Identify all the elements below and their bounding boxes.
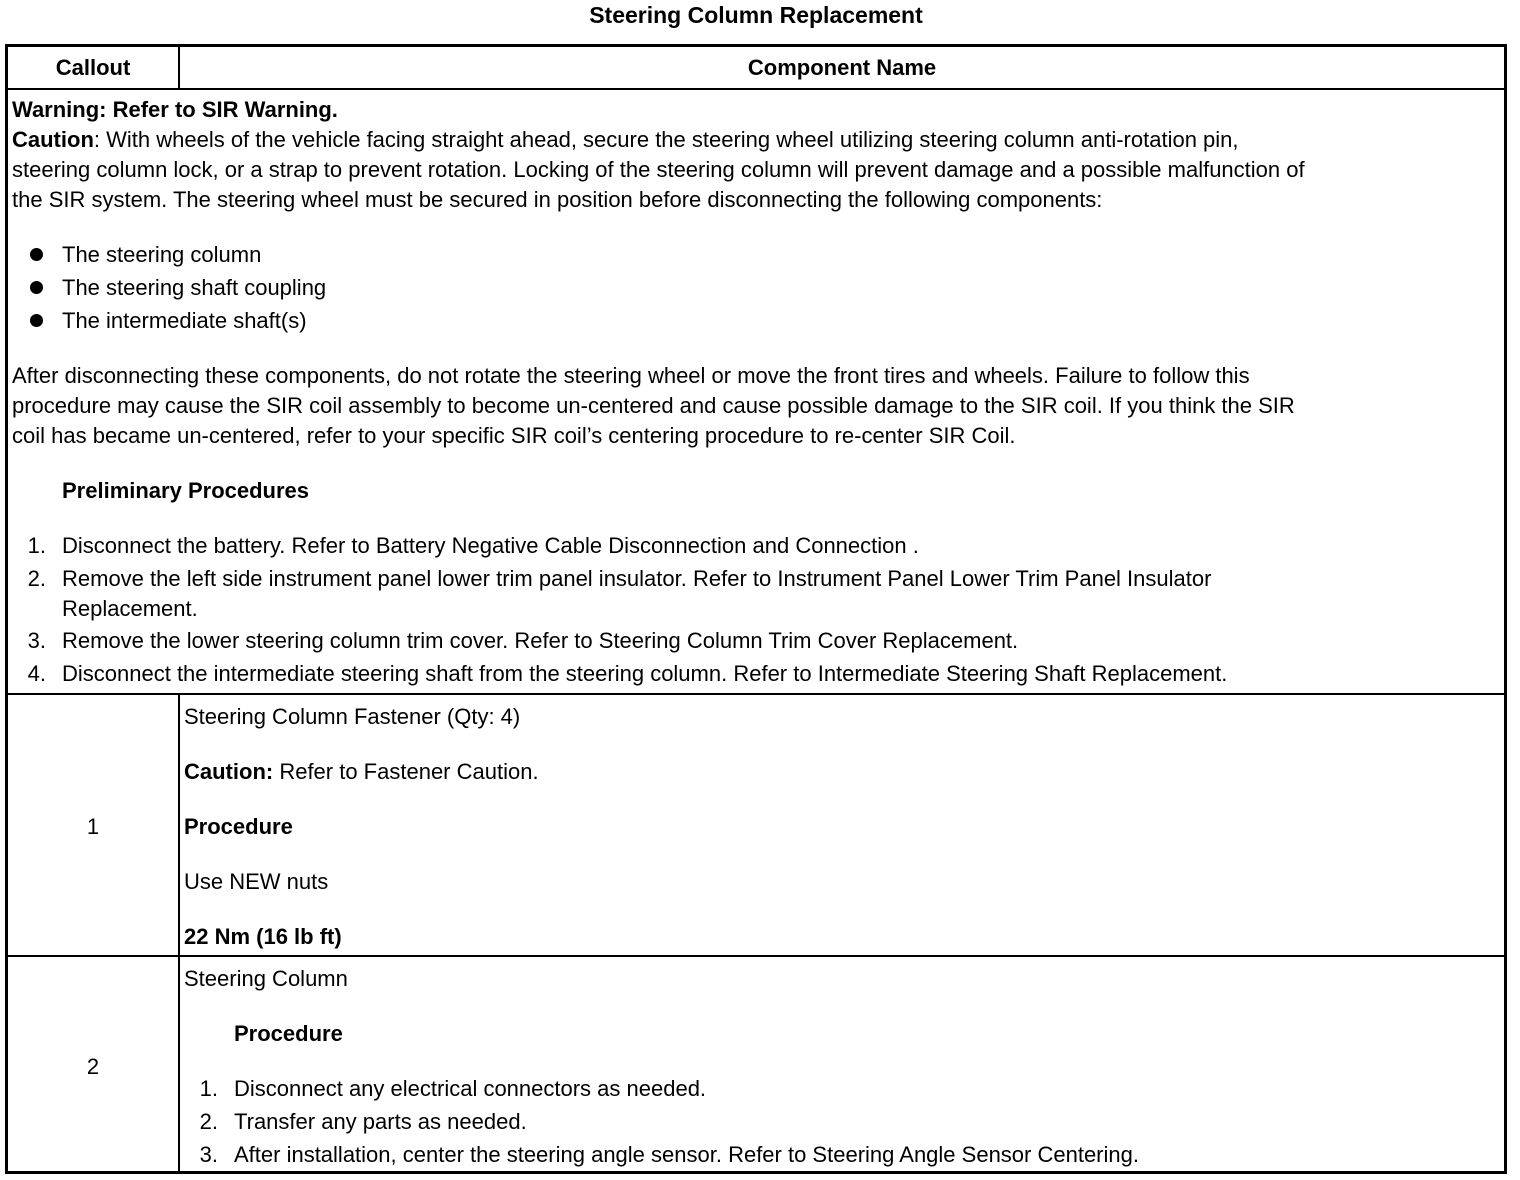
step-text: Transfer any parts as needed. — [234, 1109, 527, 1134]
sir-warning: Warning: Refer to SIR Warning. — [12, 97, 338, 122]
preliminary-heading: Preliminary Procedures — [62, 478, 310, 503]
component-name-1: Steering Column Fastener (Qty: 4) — [184, 704, 521, 729]
caution-line-1 — [12, 125, 1239, 155]
fastener-caution-text: Refer to Fastener Caution. — [273, 759, 539, 784]
page-title: Steering Column Replacement — [589, 2, 923, 28]
step-text: Disconnect the battery. Refer to Battery Negative Cable Disconnection and Connection . — [62, 533, 919, 558]
callout-2: 2 — [86, 1054, 100, 1079]
fastener-caution-label: Caution: — [184, 759, 274, 784]
step-number: 1. — [27, 533, 46, 558]
after-line-3: coil has became un-centered, refer to your specific SIR coil’s centering procedure to re-center SIR Coil. — [12, 423, 1016, 448]
caution-line-3: the SIR system. The steering wheel must be secured in position before disconnecting the following components: — [12, 187, 1103, 212]
header-component-name: Component Name — [747, 55, 937, 80]
bullet-icon — [30, 281, 43, 294]
row-rule — [8, 955, 1504, 957]
step-text: Disconnect any electrical connectors as needed. — [234, 1076, 707, 1101]
step-number: 3. — [199, 1142, 218, 1167]
caution-line-2: steering column lock, or a strap to prevent rotation. Locking of the steering column will prevent damage and a possible malfunction of — [12, 157, 1305, 182]
procedure-table — [5, 44, 1507, 1174]
after-line-1: After disconnecting these components, do not rotate the steering wheel or move the front tires and wheels. Failure to follow this — [12, 363, 1250, 388]
step-text-continued: Replacement. — [62, 596, 198, 621]
step-number: 4. — [27, 661, 46, 686]
caution-text-1: : With wheels of the vehicle facing straight ahead, secure the steering wheel utilizing steering column anti-rotation pin, — [93, 127, 1239, 152]
caution-label: Caution — [12, 127, 94, 152]
step-text: After installation, center the steering angle sensor. Refer to Steering Angle Sensor Centering. — [234, 1142, 1139, 1167]
step-text: Disconnect the intermediate steering shaft from the steering column. Refer to Intermediate Steering Shaft Replacement. — [62, 661, 1228, 686]
bullet-item: The steering shaft coupling — [62, 275, 327, 300]
step-number: 3. — [27, 628, 46, 653]
callout-1: 1 — [86, 814, 100, 839]
header-callout: Callout — [55, 55, 131, 80]
torque-spec: 22 Nm (16 lb ft) — [184, 924, 342, 949]
intro-rule — [8, 693, 1504, 695]
step-number: 2. — [27, 566, 46, 591]
bullet-item: The steering column — [62, 242, 262, 267]
procedure-text-1: Use NEW nuts — [184, 869, 329, 894]
step-text: Remove the lower steering column trim cover. Refer to Steering Column Trim Cover Replacement. — [62, 628, 1019, 653]
bullet-icon — [30, 314, 43, 327]
step-number: 2. — [199, 1109, 218, 1134]
after-line-2: procedure may cause the SIR coil assembly to become un-centered and cause possible damage to the SIR coil. If you think the SIR — [12, 393, 1295, 418]
column-divider-rows — [178, 694, 180, 1174]
step-text: Remove the left side instrument panel lower trim panel insulator. Refer to Instrument Panel Lower Trim Panel Insulator — [62, 566, 1212, 591]
procedure-heading-1: Procedure — [184, 814, 293, 839]
component-name-2: Steering Column — [184, 966, 348, 991]
procedure-heading-2: Procedure — [234, 1021, 343, 1046]
bullet-item: The intermediate shaft(s) — [62, 308, 307, 333]
step-number: 1. — [199, 1076, 218, 1101]
fastener-caution — [184, 757, 539, 787]
bullet-icon — [30, 248, 43, 261]
